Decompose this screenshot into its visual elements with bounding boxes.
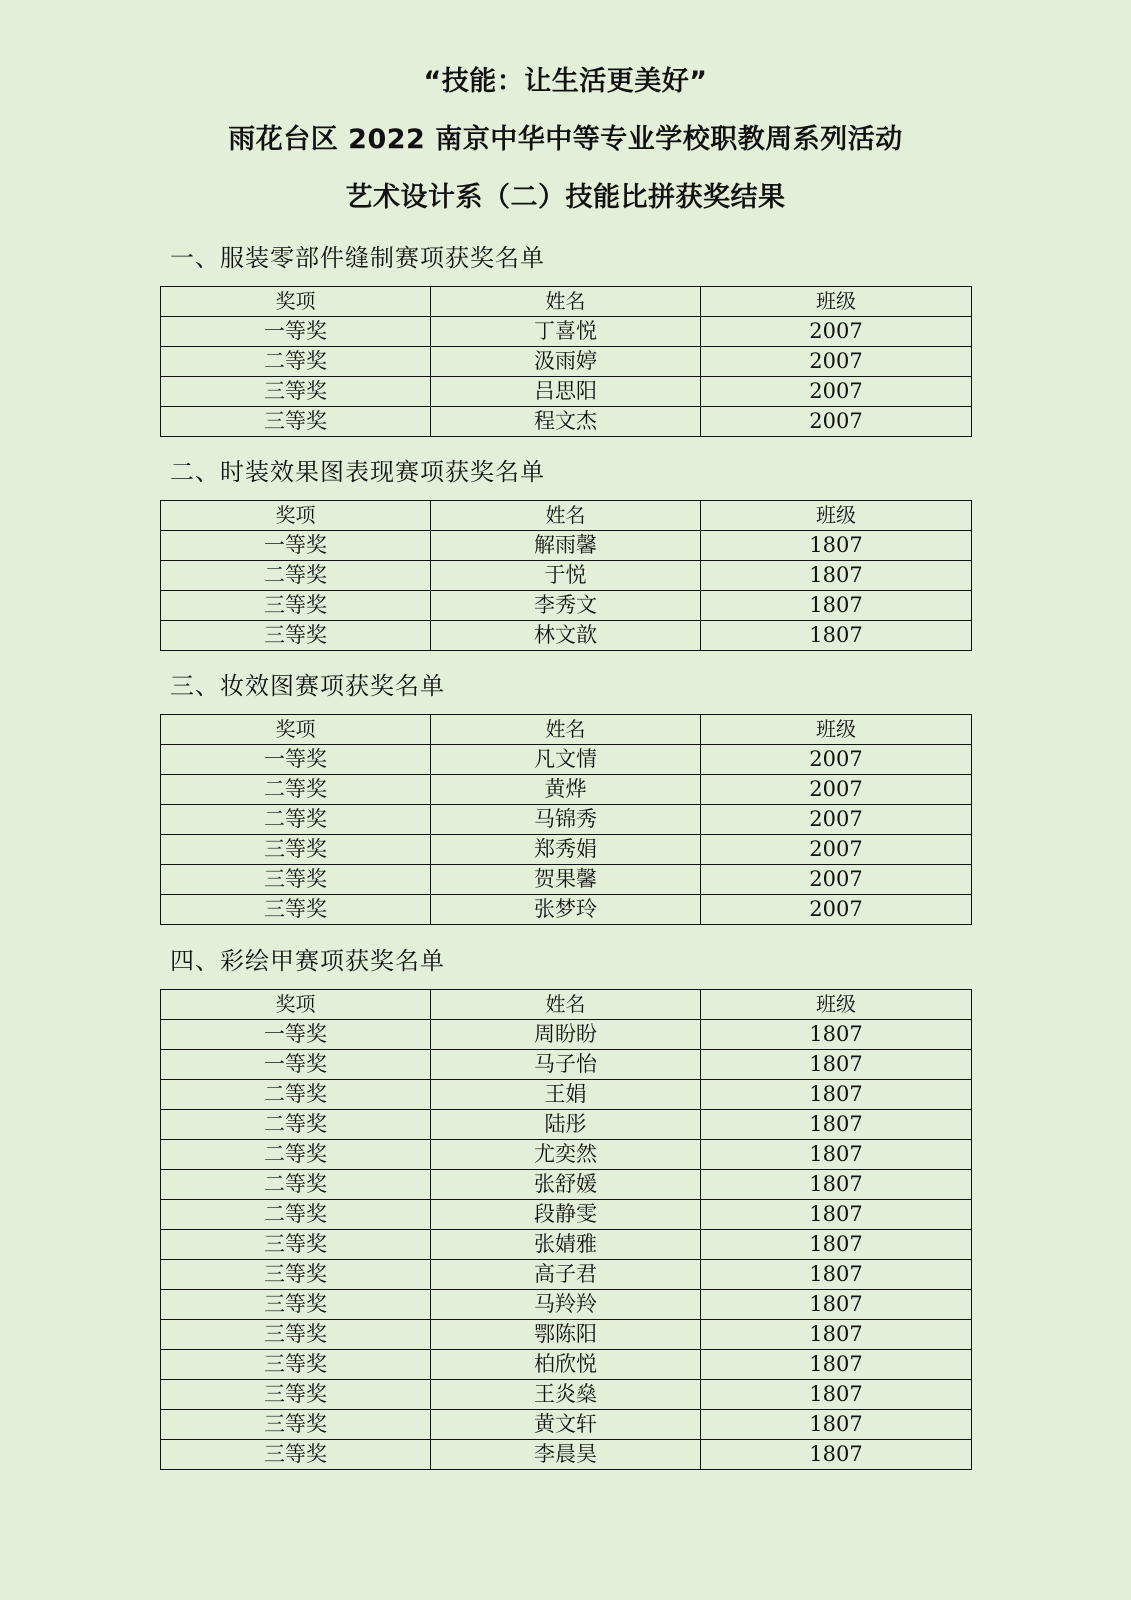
cell-name: 高子君 xyxy=(431,1260,701,1290)
cell-award: 一等奖 xyxy=(161,745,431,775)
cell-award: 二等奖 xyxy=(161,1080,431,1110)
cell-class: 1807 xyxy=(701,561,972,591)
table-row xyxy=(161,865,972,895)
cell-award: 三等奖 xyxy=(161,1440,431,1470)
table-row xyxy=(161,775,972,805)
section-heading: 三、妆效图赛项获奖名单 xyxy=(170,672,445,700)
award-table xyxy=(160,714,972,925)
header-award: 奖项 xyxy=(161,501,431,531)
table-row xyxy=(161,377,972,407)
cell-class: 1807 xyxy=(701,1170,972,1200)
cell-name: 马子怡 xyxy=(431,1050,701,1080)
table-header-row xyxy=(161,715,972,745)
cell-name: 张舒媛 xyxy=(431,1170,701,1200)
cell-class: 1807 xyxy=(701,531,972,561)
award-table xyxy=(160,286,972,437)
cell-award: 三等奖 xyxy=(161,621,431,651)
cell-name: 尤奕然 xyxy=(431,1140,701,1170)
cell-award: 三等奖 xyxy=(161,1350,431,1380)
cell-class: 1807 xyxy=(701,1380,972,1410)
cell-award: 二等奖 xyxy=(161,561,431,591)
cell-award: 二等奖 xyxy=(161,775,431,805)
cell-award: 三等奖 xyxy=(161,895,431,925)
cell-name: 林文歆 xyxy=(431,621,701,651)
cell-name: 陆彤 xyxy=(431,1110,701,1140)
table-row xyxy=(161,1440,972,1470)
cell-award: 三等奖 xyxy=(161,865,431,895)
table-row xyxy=(161,1170,972,1200)
cell-name: 吕思阳 xyxy=(431,377,701,407)
cell-award: 一等奖 xyxy=(161,317,431,347)
cell-name: 段静雯 xyxy=(431,1200,701,1230)
section-heading: 二、时装效果图表现赛项获奖名单 xyxy=(170,458,545,486)
table-row xyxy=(161,407,972,437)
cell-name: 解雨馨 xyxy=(431,531,701,561)
cell-award: 二等奖 xyxy=(161,1110,431,1140)
table-row xyxy=(161,1290,972,1320)
cell-name: 丁喜悦 xyxy=(431,317,701,347)
cell-name: 黄烨 xyxy=(431,775,701,805)
cell-class: 2007 xyxy=(701,317,972,347)
section-garment-parts xyxy=(160,245,971,437)
cell-award: 二等奖 xyxy=(161,1170,431,1200)
cell-award: 三等奖 xyxy=(161,1290,431,1320)
cell-name: 周盼盼 xyxy=(431,1020,701,1050)
cell-class: 2007 xyxy=(701,347,972,377)
table-row xyxy=(161,1260,972,1290)
cell-award: 三等奖 xyxy=(161,1380,431,1410)
cell-class: 1807 xyxy=(701,1320,972,1350)
cell-award: 二等奖 xyxy=(161,805,431,835)
cell-name: 王娟 xyxy=(431,1080,701,1110)
table-header-row xyxy=(161,501,972,531)
cell-name: 黄文轩 xyxy=(431,1410,701,1440)
cell-award: 三等奖 xyxy=(161,1410,431,1440)
cell-name: 李秀文 xyxy=(431,591,701,621)
cell-name: 李晨昊 xyxy=(431,1440,701,1470)
cell-name: 马羚羚 xyxy=(431,1290,701,1320)
cell-class: 1807 xyxy=(701,1260,972,1290)
cell-name: 汲雨婷 xyxy=(431,347,701,377)
table-row xyxy=(161,745,972,775)
header-class: 班级 xyxy=(701,715,972,745)
table-row xyxy=(161,561,972,591)
header-class: 班级 xyxy=(701,990,972,1020)
cell-class: 1807 xyxy=(701,1050,972,1080)
cell-name: 贺果馨 xyxy=(431,865,701,895)
cell-class: 1807 xyxy=(701,1290,972,1320)
document-title-block xyxy=(0,62,1131,236)
cell-award: 一等奖 xyxy=(161,531,431,561)
cell-name: 于悦 xyxy=(431,561,701,591)
title-line-1: “技能：让生活更美好” xyxy=(423,66,708,97)
table-row xyxy=(161,1350,972,1380)
cell-award: 三等奖 xyxy=(161,1230,431,1260)
cell-class: 1807 xyxy=(701,1440,972,1470)
header-award: 奖项 xyxy=(161,715,431,745)
cell-award: 三等奖 xyxy=(161,835,431,865)
table-row xyxy=(161,1080,972,1110)
table-row xyxy=(161,347,972,377)
table-row xyxy=(161,317,972,347)
cell-class: 2007 xyxy=(701,745,972,775)
cell-class: 2007 xyxy=(701,407,972,437)
table-row xyxy=(161,1200,972,1230)
table-header-row xyxy=(161,287,972,317)
cell-name: 张梦玲 xyxy=(431,895,701,925)
table-row xyxy=(161,1230,972,1260)
section-fashion-illustration xyxy=(160,459,971,651)
award-table xyxy=(160,500,972,651)
header-name: 姓名 xyxy=(431,990,701,1020)
table-row xyxy=(161,1320,972,1350)
header-class: 班级 xyxy=(701,501,972,531)
table-row xyxy=(161,1410,972,1440)
cell-class: 1807 xyxy=(701,591,972,621)
cell-award: 一等奖 xyxy=(161,1020,431,1050)
cell-award: 三等奖 xyxy=(161,1320,431,1350)
cell-name: 鄂陈阳 xyxy=(431,1320,701,1350)
cell-award: 三等奖 xyxy=(161,1260,431,1290)
header-class: 班级 xyxy=(701,287,972,317)
cell-award: 三等奖 xyxy=(161,407,431,437)
header-name: 姓名 xyxy=(431,501,701,531)
table-row xyxy=(161,1140,972,1170)
cell-class: 1807 xyxy=(701,1350,972,1380)
section-heading: 一、服装零部件缝制赛项获奖名单 xyxy=(170,244,545,272)
cell-name: 凡文情 xyxy=(431,745,701,775)
cell-name: 马锦秀 xyxy=(431,805,701,835)
cell-class: 2007 xyxy=(701,865,972,895)
cell-name: 张婧雅 xyxy=(431,1230,701,1260)
cell-award: 二等奖 xyxy=(161,1140,431,1170)
table-row xyxy=(161,895,972,925)
table-row xyxy=(161,591,972,621)
cell-class: 1807 xyxy=(701,1230,972,1260)
cell-class: 2007 xyxy=(701,895,972,925)
cell-class: 1807 xyxy=(701,1200,972,1230)
cell-class: 2007 xyxy=(701,377,972,407)
cell-class: 1807 xyxy=(701,1410,972,1440)
header-award: 奖项 xyxy=(161,990,431,1020)
cell-name: 王炎燊 xyxy=(431,1380,701,1410)
header-name: 姓名 xyxy=(431,715,701,745)
table-row xyxy=(161,805,972,835)
table-row xyxy=(161,531,972,561)
cell-class: 1807 xyxy=(701,1110,972,1140)
table-row xyxy=(161,1050,972,1080)
award-table xyxy=(160,989,972,1470)
title-line-2: 雨花台区 2022 南京中华中等专业学校职教周系列活动 xyxy=(228,124,903,155)
section-heading: 四、彩绘甲赛项获奖名单 xyxy=(170,947,445,975)
table-row xyxy=(161,1110,972,1140)
cell-class: 2007 xyxy=(701,835,972,865)
cell-class: 1807 xyxy=(701,1140,972,1170)
header-award: 奖项 xyxy=(161,287,431,317)
section-nail-art xyxy=(160,948,971,1470)
cell-class: 2007 xyxy=(701,775,972,805)
header-name: 姓名 xyxy=(431,287,701,317)
cell-award: 三等奖 xyxy=(161,377,431,407)
cell-class: 1807 xyxy=(701,1080,972,1110)
cell-class: 1807 xyxy=(701,1020,972,1050)
table-row xyxy=(161,1380,972,1410)
cell-class: 1807 xyxy=(701,621,972,651)
cell-award: 二等奖 xyxy=(161,1200,431,1230)
cell-class: 2007 xyxy=(701,805,972,835)
cell-award: 一等奖 xyxy=(161,1050,431,1080)
cell-award: 三等奖 xyxy=(161,591,431,621)
table-header-row xyxy=(161,990,972,1020)
table-row xyxy=(161,1020,972,1050)
cell-award: 二等奖 xyxy=(161,347,431,377)
section-makeup-illustration xyxy=(160,673,971,925)
title-line-3: 艺术设计系（二）技能比拼获奖结果 xyxy=(345,182,786,213)
table-row xyxy=(161,621,972,651)
cell-name: 柏欣悦 xyxy=(431,1350,701,1380)
cell-name: 郑秀娟 xyxy=(431,835,701,865)
table-row xyxy=(161,835,972,865)
cell-name: 程文杰 xyxy=(431,407,701,437)
